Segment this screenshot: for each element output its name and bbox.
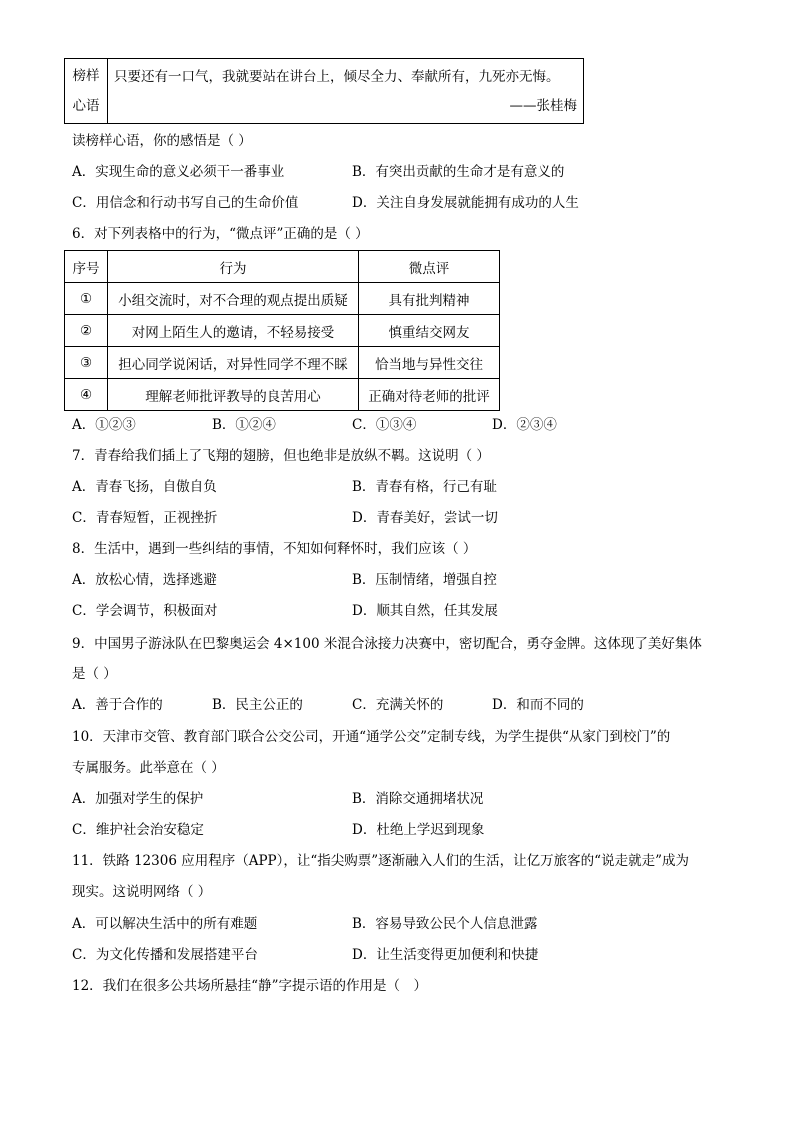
- row-number: ②: [65, 315, 108, 347]
- row-number: ④: [65, 379, 108, 411]
- q5-option-a: A．实现生命的意义必须干一番事业: [72, 164, 285, 180]
- row-behavior: 小组交流时，对不合理的观点提出质疑: [108, 283, 359, 315]
- row-comment: 正确对待老师的批评: [359, 379, 500, 411]
- q10-option-a: A．加强对学生的保护: [72, 791, 204, 807]
- table-header-row: [65, 251, 500, 283]
- q10-option-c: C．维护社会治安稳定: [72, 822, 204, 838]
- q10-stem-line2: 专属服务。此举意在（ ）: [72, 760, 225, 776]
- header-comment: 微点评: [359, 251, 500, 283]
- q5-option-c: C．用信念和行动书写自己的生命价值: [72, 195, 299, 211]
- q8-option-b: B．压制情绪，增强自控: [352, 572, 497, 588]
- q11-option-c: C．为文化传播和发展搭建平台: [72, 947, 258, 963]
- motto-label-line2: 心语: [72, 98, 100, 114]
- q7-option-d: D．青春美好，尝试一切: [352, 510, 498, 526]
- q8-option-c: C．学会调节，积极面对: [72, 603, 218, 619]
- motto-body: [108, 59, 584, 124]
- q10-option-b: B．消除交通拥堵状况: [352, 791, 484, 807]
- row-behavior: 担心同学说闲话，对异性同学不理不睬: [108, 347, 359, 379]
- q11-option-d: D．让生活变得更加便利和快捷: [352, 947, 539, 963]
- q5-stem: 读榜样心语，你的感悟是（ ）: [72, 133, 252, 149]
- q11-stem-line1: 11．铁路 12306 应用程序（APP），让“指尖购票”逐渐融入人们的生活，让亿万旅客的“说走就走”成为: [72, 853, 689, 869]
- row-comment: 具有批判精神: [359, 283, 500, 315]
- q8-option-a: A．放松心情，选择逃避: [72, 572, 217, 588]
- motto-quote: 只要还有一口气，我就要站在讲台上，倾尽全力、奉献所有，九死亦无悔。: [114, 69, 560, 85]
- q12-stem: 12．我们在很多公共场所悬挂“静”字提示语的作用是（ ）: [72, 978, 427, 994]
- q5-option-b: B．有突出贡献的生命才是有意义的: [352, 164, 565, 180]
- motto-author: ——张桂梅: [509, 98, 577, 114]
- q9-option-c: C．充满关怀的: [352, 697, 444, 713]
- row-comment: 恰当地与异性交往: [359, 347, 500, 379]
- table-row: [65, 315, 500, 347]
- q7-option-b: B．青春有格，行己有耻: [352, 479, 497, 495]
- header-number: 序号: [65, 251, 108, 283]
- q6-stem: 6．对下列表格中的行为，“微点评”正确的是（ ）: [72, 226, 369, 242]
- q11-option-a: A．可以解决生活中的所有难题: [72, 916, 258, 932]
- q9-stem-line2: 是（ ）: [72, 666, 117, 682]
- q11-stem-line2: 现实。这说明网络（ ）: [72, 884, 212, 900]
- q9-option-d: D．和而不同的: [492, 697, 584, 713]
- q10-option-d: D．杜绝上学迟到现象: [352, 822, 485, 838]
- q9-option-b: B．民主公正的: [212, 697, 303, 713]
- motto-label: [65, 59, 108, 124]
- motto-label-line1: 榜样: [72, 68, 100, 84]
- table-row: [65, 347, 500, 379]
- q10-stem-line1: 10．天津市交管、教育部门联合公交公司，开通“通学公交”定制专线，为学生提供“从家门到校门”的: [72, 729, 671, 745]
- q11-option-b: B．容易导致公民个人信息泄露: [352, 916, 538, 932]
- q6-option-d: D．②③④: [492, 417, 557, 433]
- row-comment: 慎重结交网友: [359, 315, 500, 347]
- q7-option-a: A．青春飞扬，自傲自负: [72, 479, 217, 495]
- row-behavior: 理解老师批评教导的良苦用心: [108, 379, 359, 411]
- q7-stem: 7．青春给我们插上了飞翔的翅膀，但也绝非是放纵不羁。这说明（ ）: [72, 448, 490, 464]
- row-number: ①: [65, 283, 108, 315]
- q8-option-d: D．顺其自然，任其发展: [352, 603, 498, 619]
- row-behavior: 对网上陌生人的邀请，不轻易接受: [108, 315, 359, 347]
- table-row: [65, 379, 500, 411]
- q7-option-c: C．青春短暂，正视挫折: [72, 510, 218, 526]
- header-behavior: 行为: [108, 251, 359, 283]
- q9-stem-line1: 9．中国男子游泳队在巴黎奥运会 4×100 米混合泳接力决赛中，密切配合，勇夺金牌。这体现了美好集体: [72, 636, 702, 652]
- q9-option-a: A．善于合作的: [72, 697, 163, 713]
- q6-option-c: C．①③④: [352, 417, 417, 433]
- evaluation-table: [64, 250, 500, 411]
- q6-option-b: B．①②④: [212, 417, 276, 433]
- q8-stem: 8．生活中，遇到一些纠结的事情，不知如何释怀时，我们应该（ ）: [72, 541, 477, 557]
- q5-option-d: D．关注自身发展就能拥有成功的人生: [352, 195, 579, 211]
- q6-option-a: A．①②③: [72, 417, 136, 433]
- table-row: [65, 283, 500, 315]
- motto-box: [64, 58, 584, 124]
- row-number: ③: [65, 347, 108, 379]
